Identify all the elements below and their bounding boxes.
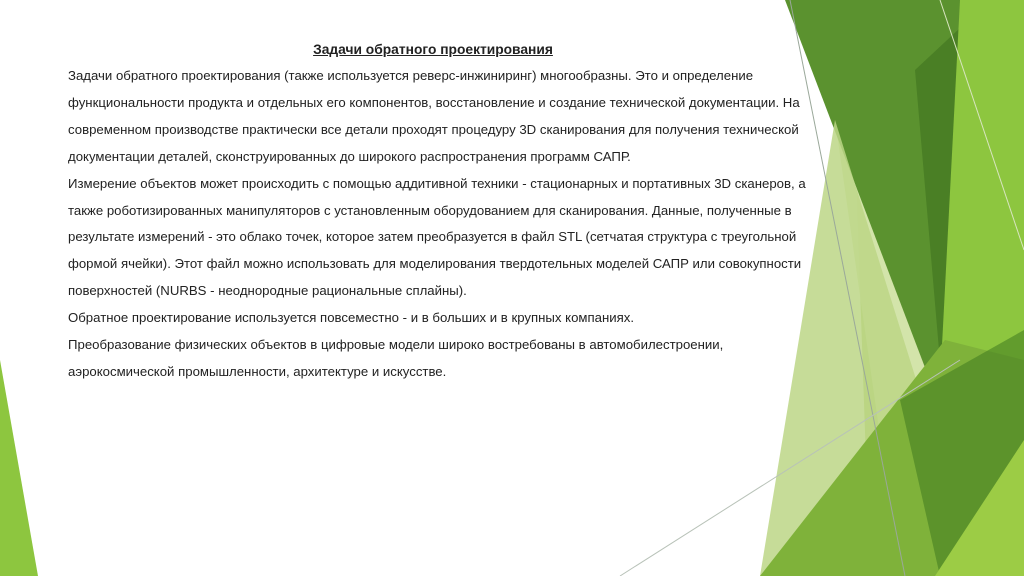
paragraph-3: Обратное проектирование используется повсеместно - и в больших и в крупных компаниях. [68, 310, 635, 326]
slide-content [68, 38, 808, 386]
paragraph-1: Задачи обратного проектирования (также используется реверс-инжиниринг) многообразны. Это и определение функциональности продукта и отдельных его компонентов, восстановление и создание технической документации. На современном производстве практически все детали проходят процедуру 3D сканирования для получения технической документации деталей, сконструированных до широкого распространения программ САПР. [68, 68, 800, 164]
paragraph-4: Преобразование физических объектов в цифровые модели широко востребованы в автомобилестроении, аэрокосмической промышленности, архитектуре и искусстве. [68, 337, 724, 379]
paragraph-2: Измерение объектов может происходить с помощью аддитивной техники - стационарных и портативных 3D сканеров, а также роботизированных манипуляторов с установленным оборудованием для сканирования. Данные, полученные в результате измерений - это облако точек, которое затем преобразуется в файл STL (сетчатая структура с треугольной формой ячейки). Этот файл можно использовать для моделирования твердотельных моделей САПР или совокупности поверхностей (NURBS - неоднородные рациональные сплайны). [68, 175, 806, 299]
left-green-sliver [0, 360, 38, 576]
slide-title: Задачи обратного проектирования [313, 42, 553, 57]
